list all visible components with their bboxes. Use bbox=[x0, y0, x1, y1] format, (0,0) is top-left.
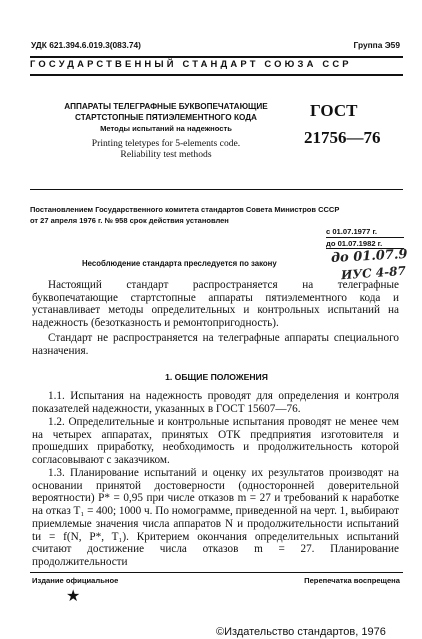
validity-to-text: до 01.07.1982 г. bbox=[326, 239, 383, 248]
official-edition: Издание официальное bbox=[32, 576, 119, 585]
intro-paragraph-1: Настоящий стандарт распространяется на телеграфные буквопечатающие стартстопные аппараты пятиэлементного кода и устанавливает методы определительных и контрольных испытаний на надежность (безотказность и ремонтопригодность). bbox=[32, 279, 399, 330]
gost-number: 21756—76 bbox=[304, 128, 381, 147]
footer-rule bbox=[30, 572, 403, 573]
copyright: ©Издательство стандартов, 1976 bbox=[216, 626, 386, 638]
intro-paragraph-2: Стандарт не распространяется на телеграфные аппараты специального назначения. bbox=[32, 332, 399, 357]
decree-line1: Постановлением Государственного комитета стандартов Совета Министров СССР bbox=[30, 205, 340, 214]
decree-line2: от 27 апреля 1976 г. № 958 срок действия установлен bbox=[30, 215, 229, 225]
gost-label: ГОСТ bbox=[310, 101, 358, 120]
title-rule bbox=[30, 189, 403, 190]
clause-1-2: 1.2. Определительные и контрольные испытания проводят не менее чем на четырех аппаратах, принятых ОТК предприятия изготовителя и прошедших приработку, необходимость и продолжительность которой согласовывают с заказчиком. bbox=[32, 416, 399, 467]
title-ru-line3: Методы испытаний на надежность bbox=[100, 124, 232, 133]
handwritten-stamp-line1: до 01.07.9 bbox=[330, 247, 408, 266]
noncompliance-text: Несоблюдение стандарта преследуется по закону bbox=[82, 259, 277, 268]
section-heading: 1. ОБЩИЕ ПОЛОЖЕНИЯ bbox=[165, 372, 268, 382]
reprint-forbidden: Перепечатка воспрещена bbox=[304, 576, 400, 585]
title-en-line1: Printing teletypes for 5-elements code. bbox=[91, 138, 241, 149]
title-english bbox=[46, 138, 286, 160]
title-ru-line1: АППАРАТЫ ТЕЛЕГРАФНЫЕ БУКВОПЕЧАТАЮЩИЕ bbox=[64, 102, 268, 111]
clause-1-3: 1.3. Планирование испытаний и оценку их результатов производят на основании принятой достоверности (односторонней доверительной вероятности) P* = 0,95 при числе отказов m = 27 и требований к наработке на отказ T₁ = 400; 1000 ч. По номограмме, приведенной на черт. 1, выбирают приемлемые значения числа аппаратов N и продолжительности испытаний tи = f(N, P*, T₁). Критерием окончания определительных испытаний считают достижение числа отказов m = 27. Планирование продолжительности bbox=[32, 467, 399, 568]
title-en-line2: Reliability test methods bbox=[120, 149, 212, 160]
udk-code: УДК 621.394.6.019.3(083.74) bbox=[31, 40, 141, 50]
validity-from bbox=[326, 227, 404, 249]
star-icon: ★ bbox=[66, 588, 81, 605]
handwritten-stamp-line2: ИУС 4-87 bbox=[340, 263, 407, 283]
document-title bbox=[46, 101, 286, 134]
group-code: Группа Э59 bbox=[353, 40, 400, 50]
title-ru-line2: СТАРТСТОПНЫЕ ПЯТИЭЛЕМЕНТНОГО КОДА bbox=[75, 113, 257, 122]
decree-text bbox=[30, 205, 406, 226]
standard-title-rule bbox=[30, 74, 403, 76]
clause-1-1: 1.1. Испытания на надежность проводят для определения и контроля показателей надежности, указанных в ГОСТ 15607—76. bbox=[32, 390, 399, 415]
standard-title: ГОСУДАРСТВЕННЫЙ СТАНДАРТ СОЮЗА ССР bbox=[30, 58, 352, 69]
validity-from-text: с 01.07.1977 г. bbox=[326, 227, 377, 236]
